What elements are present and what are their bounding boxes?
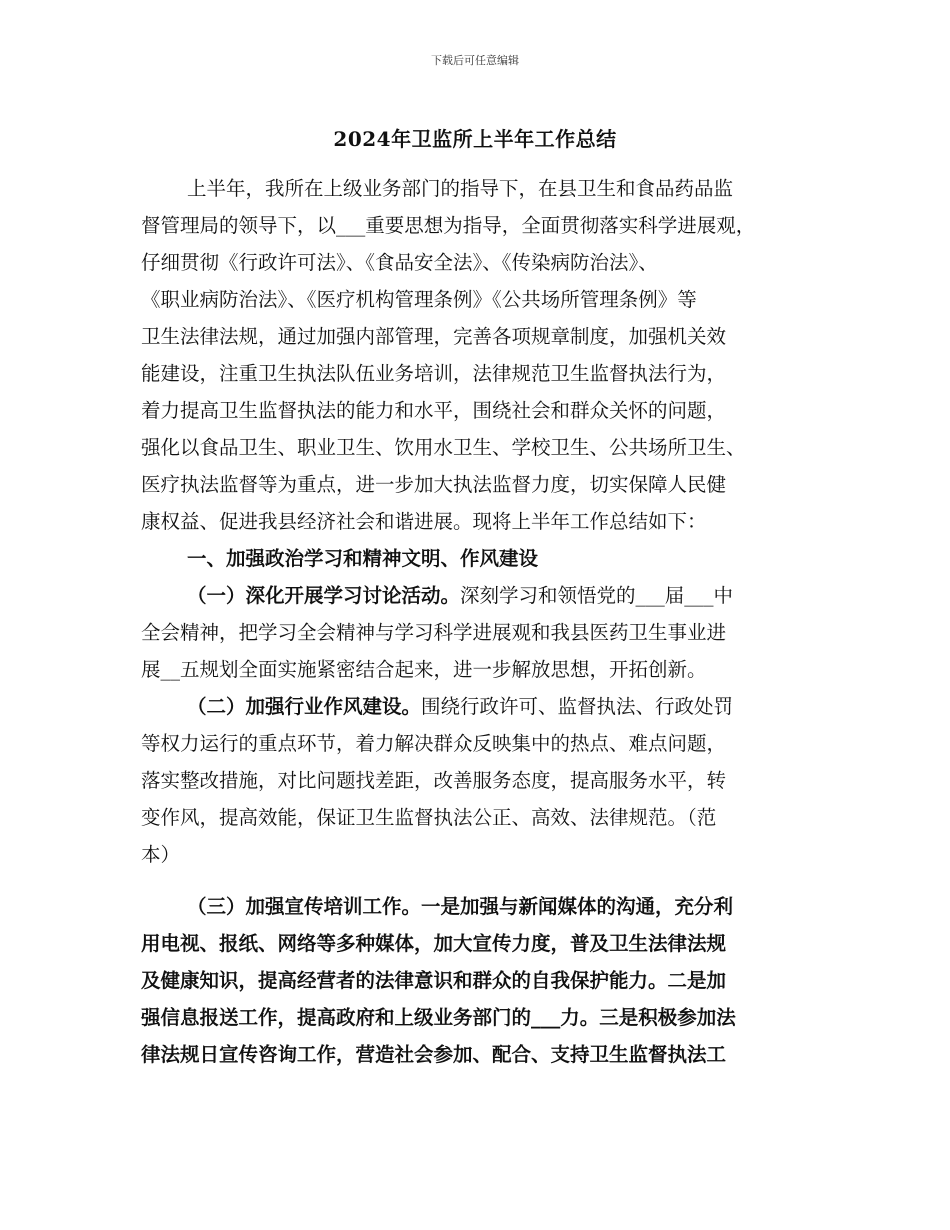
paragraph-line: 《职业病防治法》、《医疗机构管理条例》《公共场所管理条例》等: [141, 288, 697, 311]
paragraph-line: 着力提高卫生监督执法的能力和水平，围绕社会和群众关怀的问题，: [141, 399, 727, 422]
subsection-first-line: [141, 688, 821, 725]
subsection-first-line: [141, 577, 821, 614]
document-body: [141, 170, 821, 1073]
paragraph-line: 卫生法律法规，通过加强内部管理，完善各项规章制度，加强机关效: [141, 325, 727, 348]
subsection-first-line: （三）加强宣传培训工作。一是加强与新闻媒体的沟通，充分利: [187, 895, 734, 918]
subsection-heading: （一）深化开展学习讨论活动。: [187, 584, 461, 607]
paragraph-line: 展__五规划全面实施紧密结合起来，进一步解放思想，开拓创新。: [141, 658, 707, 681]
paragraph-line: 能建设，注重卫生执法队伍业务培训，法律规范卫生监督执法行为，: [141, 362, 727, 385]
section-heading: 一、加强政治学习和精神文明、作风建设: [187, 547, 539, 570]
paragraph-line: 医疗执法监督等为重点，进一步加大执法监督力度，切实保障人民健: [141, 473, 727, 496]
page-header-note: 下载后可任意编辑: [431, 54, 519, 67]
paragraph-line: 督管理局的领导下，以___重要思想为指导，全面贯彻落实科学进展观，: [141, 214, 756, 237]
paragraph-line: 全会精神，把学习全会精神与学习科学进展观和我县医药卫生事业进: [141, 621, 727, 644]
document-title: 2024年卫监所上半年工作总结: [333, 127, 617, 151]
paragraph-line: 上半年，我所在上级业务部门的指导下，在县卫生和食品药品监: [187, 177, 734, 200]
paragraph-line: 用电视、报纸、网络等多种媒体，加大宣传力度，普及卫生法律法规: [141, 932, 727, 955]
paragraph-gap: [141, 873, 821, 888]
paragraph-line: 律法规日宣传咨询工作，营造社会参加、配合、支持卫生监督执法工: [141, 1043, 727, 1066]
paragraph-line: 变作风，提高效能，保证卫生监督执法公正、高效、法律规范。（范: [141, 806, 717, 829]
paragraph-line: 落实整改措施，对比问题找差距，改善服务态度，提高服务水平，转: [141, 769, 727, 792]
paragraph-line: 强化以食品卫生、职业卫生、饮用水卫生、学校卫生、公共场所卫生、: [141, 436, 746, 459]
subsection-heading: （二）加强行业作风建设。: [187, 695, 422, 718]
subsection-text: 深刻学习和领悟党的___届___中: [460, 584, 734, 607]
paragraph-line: 及健康知识，提高经营者的法律意识和群众的自我保护能力。二是加: [141, 969, 727, 992]
subsection-text: 围绕行政许可、监督执法、行政处罚: [421, 695, 734, 718]
paragraph-line: 等权力运行的重点环节，着力解决群众反映集中的热点、难点问题，: [141, 732, 727, 755]
paragraph-line: 康权益、促进我县经济社会和谐进展。现将上半年工作总结如下：: [141, 510, 707, 533]
paragraph-line: 仔细贯彻《行政许可法》、《食品安全法》、《传染病防治法》、: [141, 251, 658, 274]
paragraph-line: 强信息报送工作，提高政府和上级业务部门的___力。三是积极参加法: [141, 1006, 736, 1029]
paragraph-line: 本）: [141, 843, 181, 866]
